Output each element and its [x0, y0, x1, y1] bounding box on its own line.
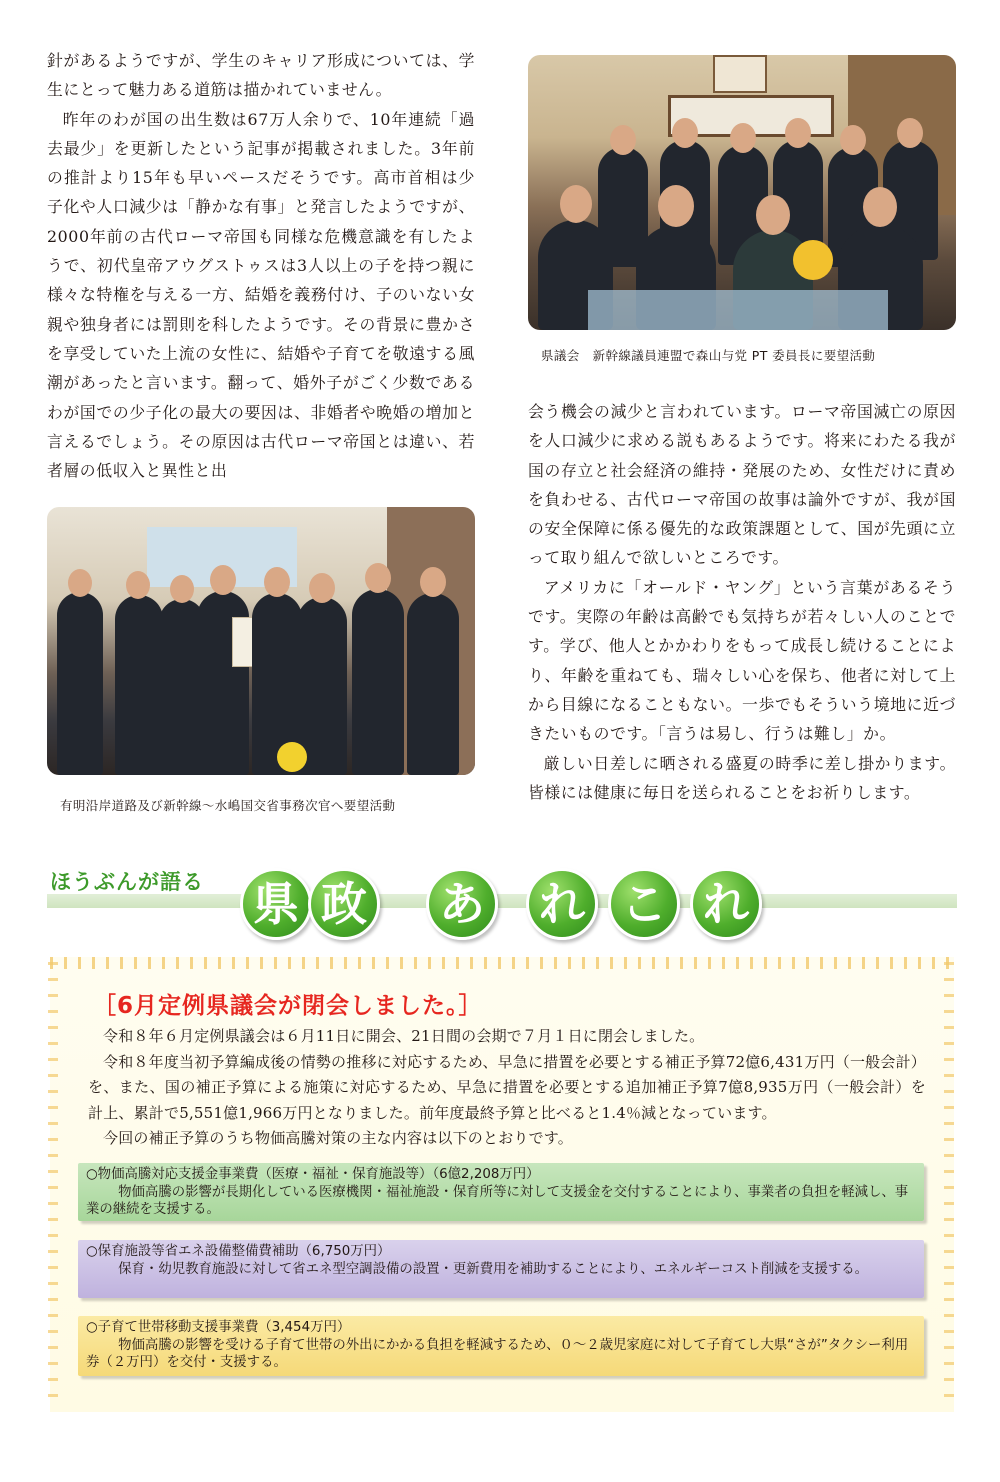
- person: [57, 592, 103, 775]
- person-head: [840, 125, 866, 155]
- flower-arrangement: [793, 240, 833, 280]
- person: [352, 589, 404, 775]
- budget-item-title: ○子育て世帯移動支援事業費（3,454万円）: [86, 1320, 351, 1335]
- flower-arrangement: [277, 742, 307, 772]
- person-head: [309, 573, 335, 603]
- section-title-char: あ: [426, 868, 498, 940]
- decorative-border: [50, 957, 954, 969]
- decorative-border: [944, 962, 954, 1402]
- person-head: [730, 123, 756, 153]
- report-paragraph: 今回の補正予算のうち物価高騰対策の主な内容は以下のとおりです。: [103, 1129, 574, 1147]
- budget-item-box: [78, 1316, 924, 1376]
- section-header-band: [47, 894, 957, 908]
- person-head: [560, 185, 592, 223]
- photo-caption: 県議会 新幹線議員連盟で森山与党 PT 委員長に要望活動: [541, 348, 876, 363]
- person-head: [672, 118, 698, 148]
- section-title-char: 県: [240, 868, 312, 940]
- article-paragraph: アメリカに「オールド・ヤング」という言葉があるそうです。実際の年齢は高齢でも気持ちが若々しい人のことです。学び、他人とかかわりをもって成長し続けることにより、年齢を重ねても、瑞々しい心を保ち、他者に対して上から目線になることもない。一歩でもそういう境地に近づきたいものです。「言うは易し、行うは難し」か。: [528, 577, 956, 744]
- person-head: [785, 118, 811, 148]
- budget-item-desc: 物価高騰の影響が長期化している医療機関・福祉施設・保育所等に対して支援金を交付することにより、事業者の負担を軽減し、事業の継続を支援する。: [86, 1184, 909, 1217]
- budget-item-title: ○保育施設等省エネ設備整備費補助（6,750万円）: [86, 1244, 391, 1259]
- article-paragraph: 針があるようですが、学生のキャリア形成については、学生にとって魅力ある道筋は描かれていません。: [47, 51, 475, 100]
- photo-meeting-mizushima: [47, 507, 475, 775]
- article-paragraph: 昨年のわが国の出生数は67万人余りで、10年連続「過去最少」を更新したという記事が掲載されました。3年前の推計より15年も早いペースだそうです。高市首相は少子化や人口減少は「静かな有事」と発言したようですが、2000年前の古代ローマ帝国も同様な危機意識を有したようで、初代皇帝アウグストゥスは3人以上の子を持つ親に様々な特権を与える一方、結婚を義務付け、子のいない女親や独身者には罰則を科したようです。その背景に豊かさを享受していた上流の女性に、結婚や子育てを敬遠する風潮があったと言います。翻って、婚外子がごく少数であるわが国での少子化の最大の要因は、非婚者や晩婚の増加と言えるでしょう。その原因は古代ローマ帝国とは違い、若者層の低収入と異性と出: [47, 109, 475, 481]
- person: [115, 595, 163, 775]
- person-head: [126, 571, 150, 599]
- report-body: [88, 1024, 926, 1152]
- framed-portrait: [713, 55, 767, 93]
- person-head: [365, 563, 391, 593]
- section-title-char: こ: [608, 868, 680, 940]
- budget-item-box: [78, 1240, 924, 1298]
- person-head: [897, 118, 923, 148]
- decorative-border: [48, 962, 58, 1402]
- person-head: [756, 195, 790, 235]
- person-head: [658, 185, 694, 227]
- person-head: [420, 567, 446, 597]
- report-paragraph: 令和８年６月定例県議会は６月11日に開会、21日間の会期で７月１日に閉会しました。: [103, 1027, 705, 1045]
- table: [588, 290, 888, 330]
- photo-meeting-moriyama: [528, 55, 956, 330]
- person-head: [68, 569, 92, 597]
- report-title: ［6月定例県議会が閉会しました。］: [93, 993, 483, 1019]
- person-head: [264, 567, 290, 597]
- person-head: [170, 575, 194, 603]
- article-left-column: [47, 46, 475, 485]
- section-title-char: 政: [308, 868, 380, 940]
- person-head: [863, 187, 897, 227]
- budget-item-box: [78, 1163, 924, 1221]
- section-kicker: ほうぶんが語る: [50, 870, 204, 894]
- article-paragraph: 会う機会の減少と言われています。ローマ帝国滅亡の原因を人口減少に求める説もあるようです。将来にわたる我が国の存立と社会経済の維持・発展のため、女性だけに責めを負わせる、古代ローマ帝国の故事は論外ですが、我が国の安全保障に係る優先的な政策課題として、国が先頭に立って取り組んで欲しいところです。: [528, 402, 956, 568]
- section-title-char: れ: [690, 868, 762, 940]
- person-head: [210, 565, 236, 595]
- section-title-char: れ: [526, 868, 598, 940]
- person: [407, 593, 459, 775]
- photo-caption: 有明沿岸道路及び新幹線～水嶋国交省事務次官へ要望活動: [60, 798, 396, 813]
- article-paragraph: 厳しい日差しに晒される盛夏の時季に差し掛かります。皆様には健康に毎日を送られることをお祈りします。: [528, 753, 956, 802]
- report-paragraph: 令和８年度当初予算編成後の情勢の推移に対応するため、早急に措置を必要とする補正予算72億6,431万円（一般会計）を、また、国の補正予算による施策に対応するため、早急に措置を必要とする追加補正予算7億8,935万円（一般会計）を計上、累計で5,551億1,966万円となりました。前年度最終予算と比べると1.4％減となっています。: [88, 1052, 926, 1122]
- person-head: [610, 125, 636, 155]
- budget-item-desc: 物価高騰の影響を受ける子育て世帯の外出にかかる負担を軽減するため、０～２歳児家庭に対して子育てし大県“さが”タクシー利用券（２万円）を交付・支援する。: [86, 1337, 909, 1370]
- budget-item-desc: 保育・幼児教育施設に対して省エネ型空調設備の設置・更新費用を補助することにより、エネルギーコスト削減を支援する。: [118, 1261, 869, 1277]
- article-right-column: [528, 397, 956, 807]
- budget-item-title: ○物価高騰対応支援金事業費（医療・福祉・保育施設等）（6億2,208万円）: [86, 1167, 540, 1182]
